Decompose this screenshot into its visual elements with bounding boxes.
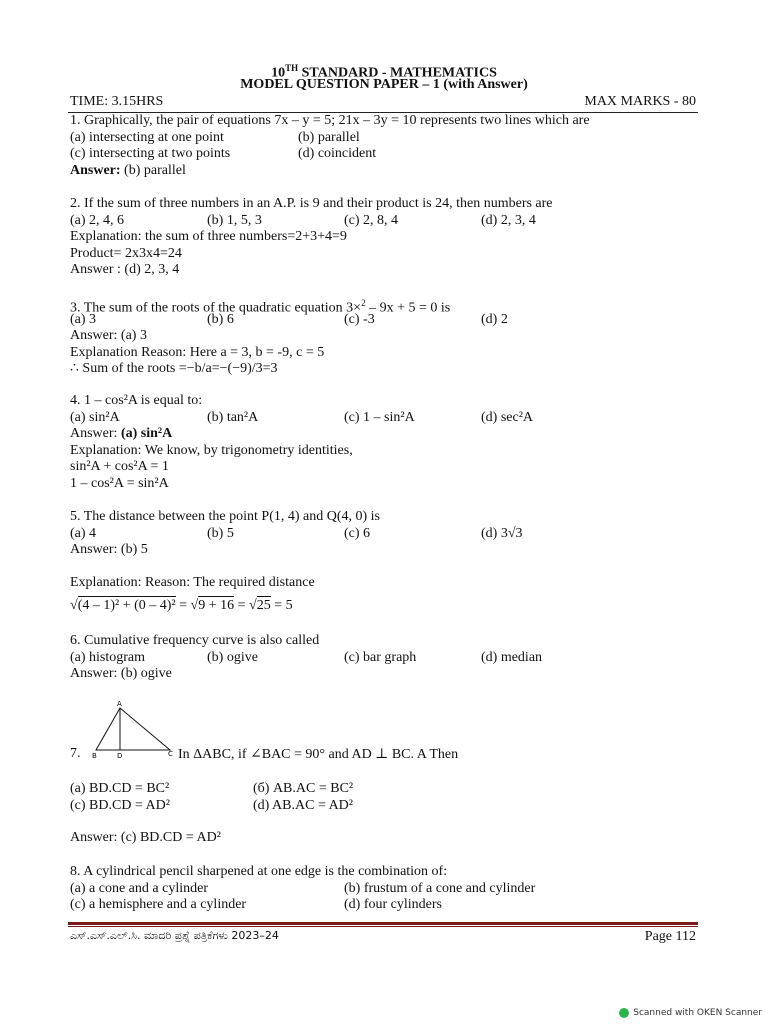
radicand-1: (4 – 1)² + (0 – 4)² bbox=[77, 598, 176, 613]
option-c: (c) a hemisphere and a cylinder bbox=[70, 897, 247, 913]
title-number: 10 bbox=[271, 65, 286, 81]
option-d: (d) 2 bbox=[481, 311, 508, 327]
option-a: (a) a cone and a cylinder bbox=[70, 880, 208, 896]
option-d: (d) 2, 3, 4 bbox=[481, 212, 536, 228]
answer: Answer: (c) BD.CD = AD² bbox=[70, 830, 221, 845]
question-5-explanation bbox=[70, 575, 696, 592]
option-c: (c) BD.CD = AD² bbox=[70, 797, 170, 813]
result: = 5 bbox=[270, 598, 293, 613]
question-7-options bbox=[70, 781, 696, 814]
paper-meta bbox=[70, 94, 696, 112]
question-text: 4. 1 – cos²A is equal to: bbox=[70, 393, 203, 408]
explanation: Explanation: We know, by trigonometry identities, bbox=[70, 442, 353, 458]
answer: Answer : (d) 2, 3, 4 bbox=[70, 262, 180, 278]
question-text: In ΔABC, if ∠BAC = 90° and AD ⊥ BC. A Then bbox=[178, 747, 459, 762]
answer bbox=[70, 163, 696, 180]
page-footer bbox=[70, 929, 696, 947]
paper-subtitle: MODEL QUESTION PAPER – 1 (with Answer) bbox=[240, 77, 528, 92]
option-c: (c) intersecting at two points bbox=[70, 146, 231, 162]
option-c: (c) 2, 8, 4 bbox=[344, 212, 399, 228]
answer: Answer: (b) ogive bbox=[70, 666, 172, 682]
option-d: (d) 3√3 bbox=[481, 525, 523, 541]
time-label: TIME: 3.15HRS bbox=[70, 94, 164, 109]
triangle-abc-diagram bbox=[92, 700, 182, 760]
radicand-2: 9 + 16 bbox=[198, 598, 235, 613]
option-a: (a) 2, 4, 6 bbox=[70, 212, 125, 228]
scanner-text: Scanned with OKEN Scanner bbox=[633, 1008, 762, 1018]
equals-1: = bbox=[175, 598, 191, 613]
triangle-abc bbox=[96, 708, 170, 750]
option-b: (b) 1, 5, 3 bbox=[207, 212, 262, 228]
question-6 bbox=[70, 633, 696, 683]
vertex-label-b: B bbox=[92, 752, 97, 760]
option-a: (a) sin²A bbox=[70, 409, 120, 425]
identity-2: 1 – cos²A = sin²A bbox=[70, 475, 169, 491]
option-a: (a) 4 bbox=[70, 525, 97, 541]
option-a: (a) intersecting at one point bbox=[70, 129, 224, 145]
option-b: (b) 6 bbox=[207, 311, 234, 327]
question-7-answer bbox=[70, 830, 696, 847]
option-a: (a) BD.CD = BC² bbox=[70, 781, 170, 796]
max-marks-label: MAX MARKS - 80 bbox=[584, 94, 696, 109]
question-text: 1. Graphically, the pair of equations 7x – y = 5; 21x – 3y = 10 represents two lines which are bbox=[70, 113, 590, 128]
footer-rule-thin bbox=[68, 926, 698, 927]
question-2 bbox=[70, 196, 696, 279]
question-4 bbox=[70, 393, 696, 493]
option-d: (d) sec²A bbox=[481, 409, 534, 425]
title-superscript: TH bbox=[285, 63, 299, 73]
question-3 bbox=[70, 295, 696, 378]
footer-series-title: ಎಸ್.ಎಸ್.ಎಲ್.ಸಿ. ಮಾದರಿ ಪ್ರಶ್ನೆ ಪತ್ರಿಕೆಗಳು 2023–24 bbox=[70, 929, 279, 942]
vertex-label-a: A bbox=[117, 700, 122, 708]
option-a: (a) histogram bbox=[70, 649, 146, 665]
question-5 bbox=[70, 509, 696, 559]
title-text: STANDARD - MATHEMATICS bbox=[298, 65, 497, 81]
footer-rule-thick bbox=[68, 922, 698, 925]
answer bbox=[70, 426, 696, 443]
explanation: Explanation: the sum of three numbers=2+3+4=9 bbox=[70, 229, 347, 245]
question-text: 2. If the sum of three numbers in an A.P. is 9 and their product is 24, then numbers are bbox=[70, 196, 553, 211]
option-d: (d) coincident bbox=[298, 146, 377, 162]
explanation: Explanation: Reason: The required distance bbox=[70, 575, 315, 590]
question-8 bbox=[70, 864, 696, 914]
option-c: (c) bar graph bbox=[344, 649, 417, 665]
answer-value: (b) parallel bbox=[124, 162, 186, 178]
option-b: (b) parallel bbox=[298, 129, 360, 145]
option-c: (c) 6 bbox=[344, 525, 371, 541]
answer: Answer: (a) 3 bbox=[70, 328, 147, 344]
option-c: (c) 1 – sin²A bbox=[344, 409, 415, 425]
option-d: (d) four cylinders bbox=[344, 897, 442, 913]
option-a: (a) 3 bbox=[70, 311, 97, 327]
scanner-watermark bbox=[619, 1008, 762, 1018]
question-text-start: 3. The sum of the roots of the quadratic equation 3× bbox=[70, 300, 362, 316]
answer-value: (a) sin²A bbox=[120, 426, 173, 442]
option-b: (b) 5 bbox=[207, 525, 234, 541]
option-b: (b) tan²A bbox=[207, 409, 259, 425]
sqrt-sign: √ bbox=[249, 598, 257, 613]
sqrt-sign: √ bbox=[190, 598, 199, 613]
question-text bbox=[70, 295, 696, 316]
option-d: (d) AB.AC = AD² bbox=[253, 797, 353, 813]
option-b: (b) ogive bbox=[207, 649, 258, 665]
distance-formula bbox=[70, 596, 293, 616]
explanation-sum: ∴ Sum of the roots =−b/a=−(−9)/3=3 bbox=[70, 361, 278, 377]
identity-1: sin²A + cos²A = 1 bbox=[70, 459, 169, 475]
answer: Answer: (b) 5 bbox=[70, 542, 148, 558]
page-number: Page 112 bbox=[644, 929, 696, 944]
question-text: 6. Cumulative frequency curve is also called bbox=[70, 633, 320, 648]
option-d: (d) median bbox=[481, 649, 543, 665]
question-1 bbox=[70, 113, 696, 179]
radicand-3: 25 bbox=[256, 598, 271, 613]
answer-label: Answer: bbox=[70, 162, 125, 178]
question-number: 7. bbox=[70, 746, 81, 761]
option-b: (b) frustum of a cone and cylinder bbox=[344, 880, 536, 896]
question-exponent: 2 bbox=[361, 298, 366, 308]
foot-label-d: D bbox=[117, 752, 123, 760]
option-c: (c) -3 bbox=[344, 311, 375, 327]
sqrt-sign: √ bbox=[70, 598, 78, 613]
explanation: Explanation Reason: Here a = 3, b = -9, c = 5 bbox=[70, 344, 325, 360]
scanner-logo-icon bbox=[619, 1008, 629, 1018]
question-text: 5. The distance between the point P(1, 4) and Q(4, 0) is bbox=[70, 509, 381, 524]
explanation-product: Product= 2x3x4=24 bbox=[70, 245, 182, 261]
question-text-end: – 9x + 5 = 0 is bbox=[365, 300, 451, 316]
answer-label: Answer: bbox=[70, 426, 121, 442]
option-b: (б) AB.AC = BC² bbox=[253, 781, 354, 796]
question-text: 8. A cylindrical pencil sharpened at one edge is the combination of: bbox=[70, 864, 448, 879]
equals-2: = bbox=[234, 598, 250, 613]
vertex-label-c: C bbox=[168, 750, 173, 758]
